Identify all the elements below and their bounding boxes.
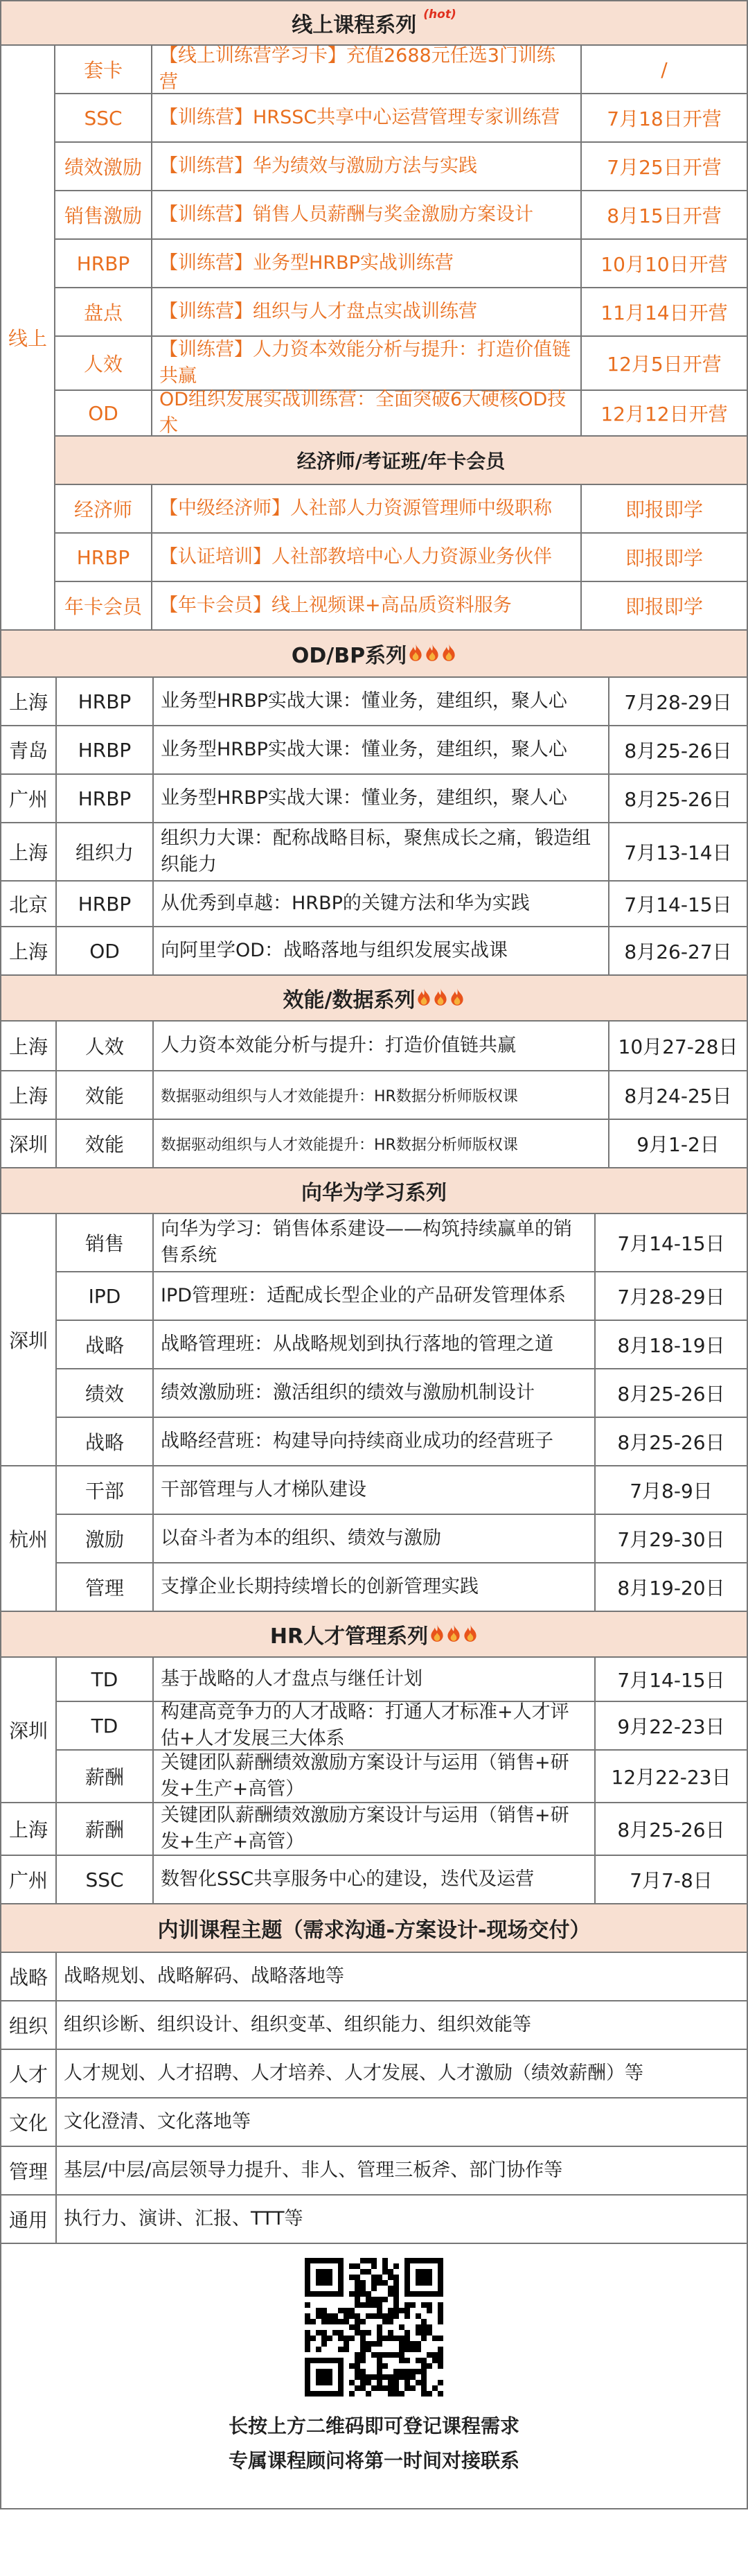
- course-city: 深圳: [1, 1120, 57, 1167]
- course-tag: 人效: [57, 1022, 154, 1070]
- course-title: 向阿里学OD：战略落地与组织发展实战课: [154, 927, 609, 974]
- course-title: 关键团队薪酬绩效激励方案设计与运用（销售+研发+生产+高管）: [154, 1751, 596, 1802]
- city-group: [0, 1856, 748, 1904]
- course-date: 8月25-26日: [624, 739, 732, 762]
- section-title: 线上课程系列: [292, 13, 417, 37]
- course-tag: 战略: [57, 1418, 154, 1465]
- course-date: 11月14日开营: [600, 301, 728, 324]
- course-city: 上海: [1, 1022, 57, 1070]
- online-course-row[interactable]: [55, 391, 747, 437]
- course-date: 8月19-20日: [617, 1577, 725, 1600]
- course-tag: HRBP: [55, 534, 152, 581]
- course-date: 7月25日开营: [607, 156, 722, 179]
- course-tag: HRBP: [57, 678, 154, 725]
- online-course-row[interactable]: [55, 288, 747, 337]
- fire-icon: [425, 643, 440, 663]
- course-city: 广州: [1, 1856, 57, 1904]
- online-block: [0, 46, 748, 631]
- course-date: 8月18-19日: [617, 1334, 725, 1357]
- fire-icon: [449, 988, 465, 1007]
- group-rows: [57, 1803, 747, 1856]
- section-title: 向华为学习系列: [301, 1181, 447, 1205]
- city-online: 线上: [1, 46, 55, 631]
- online-course-row[interactable]: [55, 94, 747, 143]
- course-row[interactable]: [57, 1272, 747, 1321]
- section-title: 内训课程主题（需求沟通-方案设计-现场交付）: [157, 1918, 591, 1943]
- course-title: 战略经营班：构建导向持续商业成功的经营班子: [154, 1418, 596, 1465]
- course-city: 上海: [1, 927, 57, 974]
- topic-text: 组织诊断、组织设计、组织变革、组织能力、组织效能等: [64, 2014, 531, 2035]
- fire-icon: [441, 643, 456, 663]
- course-title: 基于战略的人才盘点与继任计划: [154, 1658, 596, 1701]
- course-tag: 销售激励: [55, 191, 152, 238]
- course-title: 业务型HRBP实战大课：懂业务，建组织，聚人心: [154, 726, 609, 773]
- topic-tag: 通用: [1, 2196, 57, 2243]
- course-date: 8月25-26日: [617, 1383, 725, 1405]
- course-date: 8月25-26日: [617, 1819, 725, 1841]
- topic-tag: 管理: [1, 2147, 57, 2194]
- course-row[interactable]: [57, 1214, 747, 1272]
- course-city: 杭州: [1, 1466, 57, 1612]
- course-date: 8月25-26日: [617, 1431, 725, 1454]
- course-tag: 效能: [57, 1071, 154, 1119]
- city-group: [0, 1466, 748, 1612]
- course-row[interactable]: [0, 927, 748, 976]
- course-tag: 人效: [55, 337, 152, 389]
- course-date: 7月28-29日: [617, 1286, 725, 1308]
- course-tag: HRBP: [57, 726, 154, 773]
- city-group: [0, 1214, 748, 1466]
- topic-text: 战略规划、战略解码、战略落地等: [64, 1965, 344, 1987]
- course-row[interactable]: [0, 775, 748, 823]
- fire-icon: [463, 1624, 478, 1643]
- course-date: 即报即学: [625, 595, 703, 618]
- course-row[interactable]: [57, 1658, 747, 1702]
- course-date: 7月14-15日: [624, 893, 732, 916]
- course-tag: HRBP: [57, 882, 154, 926]
- exam-course-row[interactable]: [55, 485, 747, 534]
- course-date: 8月24-25日: [624, 1085, 732, 1107]
- inhouse-row[interactable]: [0, 2196, 748, 2244]
- course-date: 7月7-8日: [630, 1869, 713, 1892]
- course-row[interactable]: [57, 1702, 747, 1751]
- course-tag: TD: [57, 1658, 154, 1701]
- section-header-huawei: [0, 1168, 748, 1214]
- course-row[interactable]: [57, 1751, 747, 1803]
- online-rows: [55, 46, 747, 631]
- course-city: 上海: [1, 1071, 57, 1119]
- course-tag: IPD: [57, 1272, 154, 1320]
- course-date: 9月22-23日: [617, 1715, 725, 1738]
- course-tag: HRBP: [55, 240, 152, 287]
- course-city: 上海: [1, 678, 57, 725]
- topic-text: 人才规划、人才招聘、人才培养、人才发展、人才激励（绩效薪酬）等: [64, 2062, 643, 2084]
- topic-tag: 文化: [1, 2099, 57, 2146]
- course-row[interactable]: [57, 1563, 747, 1612]
- fire-icons: [415, 985, 465, 1010]
- course-date: 8月26-27日: [624, 940, 732, 963]
- course-tag: OD: [57, 927, 154, 974]
- course-date: 7月14-15日: [617, 1232, 725, 1255]
- online-course-row[interactable]: [55, 191, 747, 240]
- city-group: [0, 1803, 748, 1856]
- course-title: 关键团队薪酬绩效激励方案设计与运用（销售+研发+生产+高管）: [154, 1803, 596, 1855]
- section-title: OD/BP系列: [291, 644, 407, 668]
- course-date: 7月8-9日: [630, 1480, 713, 1502]
- section-title: HR人才管理系列: [269, 1624, 429, 1649]
- course-row[interactable]: [57, 1466, 747, 1515]
- course-city: 深圳: [1, 1658, 57, 1803]
- course-tag: OD: [55, 391, 152, 435]
- topic-text: 基层/中层/高层领导力提升、非人、管理三板斧、部门协作等: [64, 2159, 563, 2181]
- course-row[interactable]: [0, 882, 748, 927]
- course-date: 12月12日开营: [600, 403, 728, 426]
- course-title: OD组织发展实战训练营：全面突破6大硬核OD技术: [152, 391, 582, 435]
- course-title: 绩效激励班：激活组织的绩效与激励机制设计: [154, 1369, 596, 1417]
- course-title: 构建高竞争力的人才战略：打通人才标准+人才评估+人才发展三大体系: [154, 1702, 596, 1749]
- course-title: 【训练营】人力资本效能分析与提升：打造价值链共赢: [152, 337, 582, 389]
- course-title: 【认证培训】人社部教培中心人力资源业务伙伴: [152, 534, 582, 581]
- course-tag: SSC: [55, 94, 152, 141]
- course-row[interactable]: [57, 1803, 747, 1856]
- course-row[interactable]: [0, 1071, 748, 1120]
- group-rows: [57, 1658, 747, 1803]
- course-row[interactable]: [57, 1515, 747, 1563]
- course-title: 数据驱动组织与人才效能提升：HR数据分析师版权课: [154, 1120, 609, 1167]
- course-title: 【线上训练营学习卡】充值2688元任选3门训练营: [152, 46, 582, 93]
- course-date: 9月1-2日: [636, 1133, 720, 1156]
- online-course-row[interactable]: [55, 337, 747, 391]
- course-tag: 薪酬: [57, 1751, 154, 1802]
- city-group: [0, 1658, 748, 1803]
- fire-icons: [428, 1622, 478, 1647]
- fire-icon: [408, 643, 423, 663]
- course-city: 青岛: [1, 726, 57, 773]
- hot-badge: (hot): [423, 8, 456, 21]
- section-header-inhouse: [0, 1904, 748, 1953]
- course-date: 8月15日开营: [607, 204, 722, 227]
- course-title: 人力资本效能分析与提升：打造价值链共赢: [154, 1022, 609, 1070]
- course-date: 12月22-23日: [611, 1766, 731, 1789]
- section-header-odbp: [0, 631, 748, 678]
- sub-header-exam: 经济师/考证班/年卡会员: [55, 437, 747, 485]
- course-row[interactable]: [57, 1856, 747, 1904]
- course-city: 广州: [1, 775, 57, 822]
- course-title: 组织力大课：配称战略目标，聚焦成长之痛，锻造组织能力: [154, 823, 609, 880]
- course-city: 深圳: [1, 1214, 57, 1466]
- course-row[interactable]: [57, 1321, 747, 1369]
- course-date: 即报即学: [625, 547, 703, 570]
- fire-icon: [433, 988, 448, 1007]
- course-date: 7月28-29日: [624, 691, 732, 714]
- course-title: 向华为学习：销售体系建设——构筑持续赢单的销售系统: [154, 1214, 596, 1271]
- qr-code-icon[interactable]: [305, 2258, 443, 2397]
- huawei-rows: [0, 1214, 748, 1612]
- topic-tag: 组织: [1, 2001, 57, 2049]
- group-rows: [57, 1214, 747, 1466]
- course-date: /: [661, 58, 668, 81]
- course-row[interactable]: [57, 1418, 747, 1466]
- course-title: 【训练营】销售人员薪酬与奖金激励方案设计: [152, 191, 582, 238]
- course-row[interactable]: [0, 823, 748, 882]
- footer-line1: 长按上方二维码即可登记课程需求: [228, 2415, 519, 2437]
- course-date: 10月27-28日: [618, 1035, 738, 1058]
- course-title: 【训练营】组织与人才盘点实战训练营: [152, 288, 582, 335]
- inhouse-row[interactable]: [0, 2147, 748, 2196]
- course-title: 干部管理与人才梯队建设: [154, 1466, 596, 1514]
- section-header-hr: [0, 1612, 748, 1658]
- course-tag: 绩效: [57, 1369, 154, 1417]
- course-city: 上海: [1, 1803, 57, 1856]
- course-tag: 套卡: [55, 46, 152, 93]
- course-title: 从优秀到卓越：HRBP的关键方法和华为实践: [154, 882, 609, 926]
- course-title: 业务型HRBP实战大课：懂业务，建组织，聚人心: [154, 775, 609, 822]
- section-header-efficiency: [0, 976, 748, 1022]
- course-date: 即报即学: [625, 498, 703, 521]
- inhouse-row[interactable]: [0, 2050, 748, 2099]
- course-title: 战略管理班：从战略规划到执行落地的管理之道: [154, 1321, 596, 1368]
- hr-rows: [0, 1658, 748, 1904]
- course-title: 【中级经济师】人社部人力资源管理师中级职称: [152, 485, 582, 532]
- course-city: 上海: [1, 823, 57, 880]
- course-title: 【训练营】业务型HRBP实战训练营: [152, 240, 582, 287]
- course-tag: 效能: [57, 1120, 154, 1167]
- course-tag: 战略: [57, 1321, 154, 1368]
- course-title: 【训练营】华为绩效与激励方法与实践: [152, 143, 582, 190]
- exam-course-row[interactable]: [55, 534, 747, 582]
- course-title: 支撑企业长期持续增长的创新管理实践: [154, 1563, 596, 1611]
- course-tag: 销售: [57, 1214, 154, 1271]
- course-title: 【年卡会员】线上视频课+高品质资料服务: [152, 582, 582, 629]
- topic-text: 文化澄清、文化落地等: [64, 2111, 251, 2132]
- course-tag: HRBP: [57, 775, 154, 822]
- course-title: IPD管理班：适配成长型企业的产品研发管理体系: [154, 1272, 596, 1320]
- course-tag: 干部: [57, 1466, 154, 1514]
- course-tag: 盘点: [55, 288, 152, 335]
- course-tag: 年卡会员: [55, 582, 152, 629]
- course-tag: TD: [57, 1702, 154, 1749]
- section-title: 效能/数据系列: [283, 988, 416, 1013]
- course-row[interactable]: [0, 1120, 748, 1168]
- group-rows: [57, 1856, 747, 1904]
- course-date: 12月5日开营: [607, 353, 722, 376]
- online-course-row[interactable]: [55, 143, 747, 191]
- course-title: 业务型HRBP实战大课：懂业务，建组织，聚人心: [154, 678, 609, 725]
- course-title: 【训练营】HRSSC共享中心运营管理专家训练营: [152, 94, 582, 141]
- online-course-row[interactable]: [55, 46, 747, 94]
- topic-tag: 人才: [1, 2050, 57, 2097]
- section-header-online: [0, 0, 748, 46]
- inhouse-rows: [0, 1953, 748, 2244]
- course-tag: SSC: [57, 1856, 154, 1903]
- course-row[interactable]: [0, 726, 748, 775]
- course-title: 数据驱动组织与人才效能提升：HR数据分析师版权课: [154, 1071, 609, 1119]
- topic-tag: 战略: [1, 1953, 57, 2000]
- group-rows: [57, 1466, 747, 1612]
- course-tag: 经济师: [55, 485, 152, 532]
- course-row[interactable]: [0, 1022, 748, 1071]
- course-title: 以奋斗者为本的组织、绩效与激励: [154, 1515, 596, 1562]
- efficiency-rows: [0, 1022, 748, 1168]
- inhouse-row[interactable]: [0, 1953, 748, 2001]
- course-tag: 薪酬: [57, 1803, 154, 1855]
- course-tag: 绩效激励: [55, 143, 152, 190]
- course-tag: 组织力: [57, 823, 154, 880]
- course-tag: 激励: [57, 1515, 154, 1562]
- inhouse-row[interactable]: [0, 2001, 748, 2050]
- fire-icons: [407, 641, 456, 666]
- topic-text: 执行力、演讲、汇报、TTT等: [64, 2208, 303, 2229]
- course-date: 8月25-26日: [624, 788, 732, 811]
- fire-icon: [429, 1624, 445, 1643]
- course-title: 数智化SSC共享服务中心的建设，迭代及运营: [154, 1856, 596, 1903]
- online-course-row[interactable]: [55, 240, 747, 288]
- course-date: 10月10日开营: [600, 253, 728, 276]
- course-tag: 管理: [57, 1563, 154, 1611]
- odbp-rows: [0, 678, 748, 976]
- course-row[interactable]: [57, 1369, 747, 1418]
- course-date: 7月13-14日: [624, 841, 732, 864]
- footer: [0, 2244, 748, 2509]
- course-row[interactable]: [0, 678, 748, 726]
- inhouse-row[interactable]: [0, 2099, 748, 2147]
- exam-course-row[interactable]: [55, 582, 747, 631]
- course-date: 7月29-30日: [617, 1528, 725, 1551]
- course-city: 北京: [1, 882, 57, 926]
- course-date: 7月18日开营: [607, 107, 722, 130]
- course-date: 7月14-15日: [617, 1669, 725, 1692]
- footer-line2: 专属课程顾问将第一时间对接联系: [228, 2449, 519, 2472]
- fire-icon: [416, 988, 431, 1007]
- fire-icon: [446, 1624, 461, 1643]
